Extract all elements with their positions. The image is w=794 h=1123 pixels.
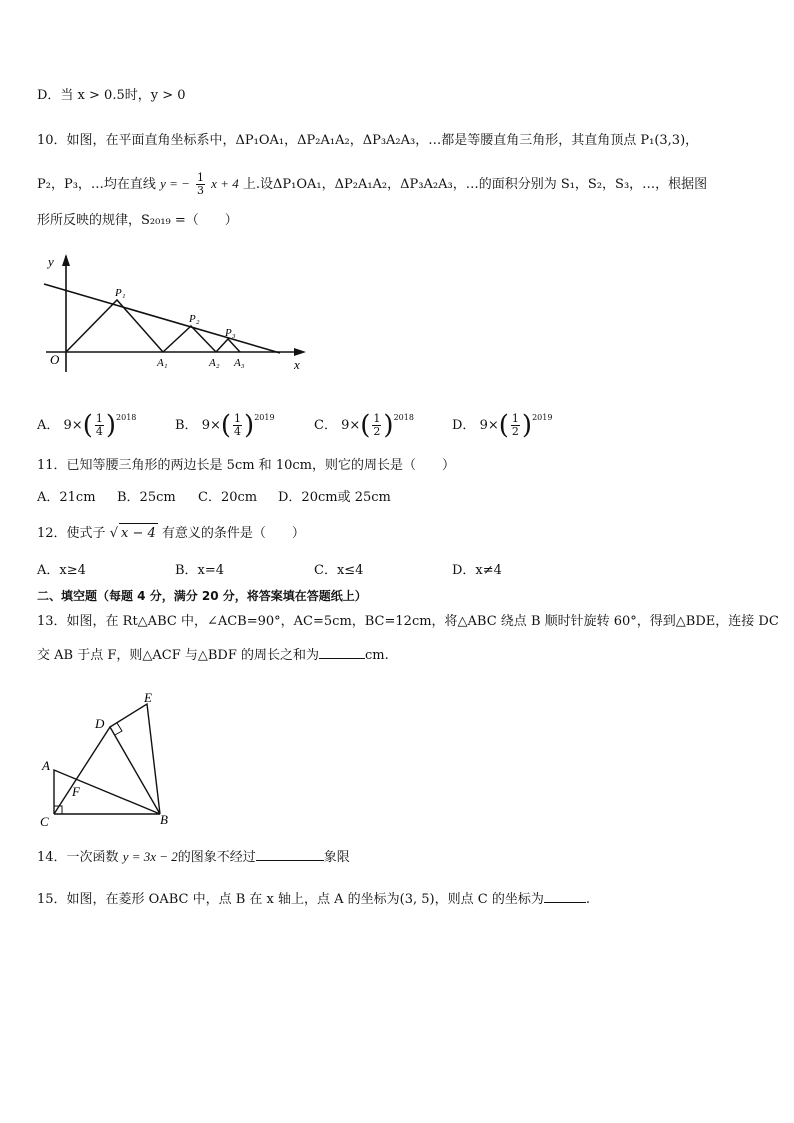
label-f: F — [72, 784, 80, 799]
option-fraction — [95, 413, 104, 438]
frac-numerator: 1 — [373, 412, 381, 425]
q14-post: 的图象不经过 — [177, 850, 256, 865]
q12-option-a: A．x≥4 — [37, 563, 86, 578]
q12-option-b: B．x=4 — [175, 563, 225, 578]
q10-option-c — [314, 408, 414, 439]
option-exponent: 2019 — [532, 413, 553, 422]
q12-stem-post: 有意义的条件是（ ） — [161, 526, 305, 541]
q11-option-b: B．25cm — [117, 490, 176, 505]
label-p3: P₃ — [225, 327, 236, 339]
frac-numerator: 1 — [234, 412, 242, 425]
q14-tail: 象限 — [323, 850, 350, 865]
frac-denominator: 4 — [234, 425, 242, 438]
option-coef: 9× — [201, 418, 221, 433]
q13-stem-line2 — [37, 644, 389, 666]
frac-denominator: 4 — [95, 425, 103, 438]
paren-close-glyph: ) — [105, 410, 117, 441]
frac-denominator: 2 — [373, 425, 381, 438]
q10-stem-line2 — [37, 172, 707, 197]
q9-option-d: D．当 x > 0.5时，y > 0 — [37, 88, 186, 103]
label-a1: A₁ — [157, 357, 168, 369]
label-y: y — [48, 254, 54, 269]
q10-option-d — [452, 408, 552, 439]
sqrt-expression: √ x − 4 — [110, 526, 158, 541]
option-fraction — [372, 413, 381, 438]
q11-option-a: A．21cm — [37, 490, 96, 505]
q10-stem-line1: 10．如图，在平面直角坐标系中，ΔP₁OA₁，ΔP₂A₁A₂，ΔP₃A₂A₃，…都是等腰直角三角形，其直角顶点 P₁(3,3)， — [37, 133, 699, 148]
frac-numerator: 1 — [511, 412, 519, 425]
q13-figure — [36, 690, 182, 830]
q14-answer-blank[interactable] — [256, 846, 324, 861]
q12-stem — [37, 523, 305, 544]
q10-stem-line2a: P₂，P₃，…均在直线 — [37, 177, 156, 192]
q10-line-eq-fraction — [196, 172, 205, 197]
q10-figure — [36, 252, 312, 374]
y-axis-arrow — [62, 254, 70, 266]
option-coef: 9× — [479, 418, 499, 433]
sqrt-radicand: x − 4 — [119, 523, 158, 544]
q10-stem-line2b: 上.设ΔP₁OA₁，ΔP₂A₁A₂，ΔP₃A₂A₃，…的面积分别为 S₁，S₂，S₃，…，根据图 — [242, 177, 708, 192]
q12-option-c: C．x≤4 — [314, 563, 364, 578]
paren-open-glyph: ( — [220, 410, 232, 441]
option-coef: 9× — [341, 418, 361, 433]
option-fraction — [233, 413, 242, 438]
paren-close-glyph: ) — [521, 410, 533, 441]
x-axis-arrow — [294, 348, 306, 356]
paren-close-glyph: ) — [383, 410, 394, 441]
paren-open-glyph: ( — [498, 410, 509, 441]
q15-answer-blank[interactable] — [544, 888, 586, 903]
label-p1: P₁ — [115, 287, 126, 299]
q10-line-eq-lhs: y = − — [160, 176, 190, 191]
label-a: A — [42, 758, 50, 773]
q10-line-eq-rhs: x + 4 — [211, 176, 239, 191]
option-letter: C． — [314, 418, 337, 433]
label-a2: A₂ — [209, 357, 220, 369]
option-exponent: 2019 — [254, 413, 275, 422]
q15-pre: 15．如图，在菱形 OABC 中，点 B 在 x 轴上，点 A 的坐标为 — [37, 892, 400, 907]
triangle-p1-o-a1 — [66, 300, 163, 352]
q14-equation: y = 3x − 2 — [122, 849, 178, 864]
label-d: D — [95, 716, 105, 731]
q12-stem-pre: 12．使式子 — [37, 526, 106, 541]
q11-option-c: C．20cm — [198, 490, 258, 505]
q15-post: ，则点 C 的坐标为 — [434, 892, 544, 907]
label-x: x — [294, 357, 300, 372]
label-c: C — [40, 814, 49, 829]
q11-option-d: D．20cm或 25cm — [278, 490, 391, 505]
option-letter: D． — [452, 418, 476, 433]
q10-option-a — [37, 408, 136, 439]
q15-tail: . — [585, 892, 590, 907]
paren-close-glyph: ) — [244, 410, 255, 441]
triangle-abc — [54, 770, 160, 814]
q13-stem-line1: 13．如图，在 Rt△ABC 中，∠ACB=90°，AC=5cm，BC=12cm，将△ABC 绕点 B 顺时针旋转 60°，得到△BDE，连接 DC — [37, 614, 779, 629]
option-coef: 9× — [63, 418, 83, 433]
q11-stem: 11．已知等腰三角形的两边长是 5cm 和 10cm，则它的周长是（ ） — [37, 458, 455, 473]
q13-answer-blank[interactable] — [319, 644, 365, 659]
paren-open-glyph: ( — [360, 410, 371, 441]
line-y-neg-third-x-plus-4 — [44, 284, 280, 353]
frac-numerator: 1 — [95, 412, 103, 425]
triangle-bde — [110, 704, 160, 814]
q13-stem-line2-text: 交 AB 于点 F，则△ACF 与△BDF 的周长之和为 — [37, 648, 319, 663]
q13-unit: cm. — [364, 648, 389, 663]
frac-numerator: 1 — [197, 171, 205, 184]
option-fraction — [511, 413, 520, 438]
label-a3: A₃ — [234, 357, 245, 369]
label-b: B — [160, 812, 168, 827]
label-p2: P₂ — [189, 313, 200, 325]
q14-stem — [37, 846, 350, 868]
triangle-p2-a1-a2 — [163, 326, 216, 352]
option-letter: A． — [37, 418, 60, 433]
segment-dc — [54, 727, 110, 814]
q14-pre: 14．一次函数 — [37, 850, 119, 865]
frac-denominator: 3 — [197, 184, 205, 197]
paren-open-glyph: ( — [82, 410, 93, 441]
q15-coordinate: (3, 5) — [399, 892, 435, 907]
q10-option-b — [175, 408, 275, 439]
frac-denominator: 2 — [511, 425, 519, 438]
q12-option-d: D．x≠4 — [452, 563, 502, 578]
right-angle-mark-d — [115, 723, 122, 735]
option-exponent: 2018 — [116, 413, 137, 422]
option-letter: B． — [175, 418, 198, 433]
q10-stem-line3: 形所反映的规律，S₂₀₁₉ =（ ） — [37, 213, 238, 228]
label-o: O — [50, 352, 60, 367]
q15-stem — [37, 888, 590, 910]
section-2-heading: 二、填空题（每题 4 分，满分 20 分，将答案填在答题纸上） — [37, 589, 367, 603]
option-exponent: 2018 — [393, 413, 414, 422]
label-e: E — [144, 690, 152, 705]
